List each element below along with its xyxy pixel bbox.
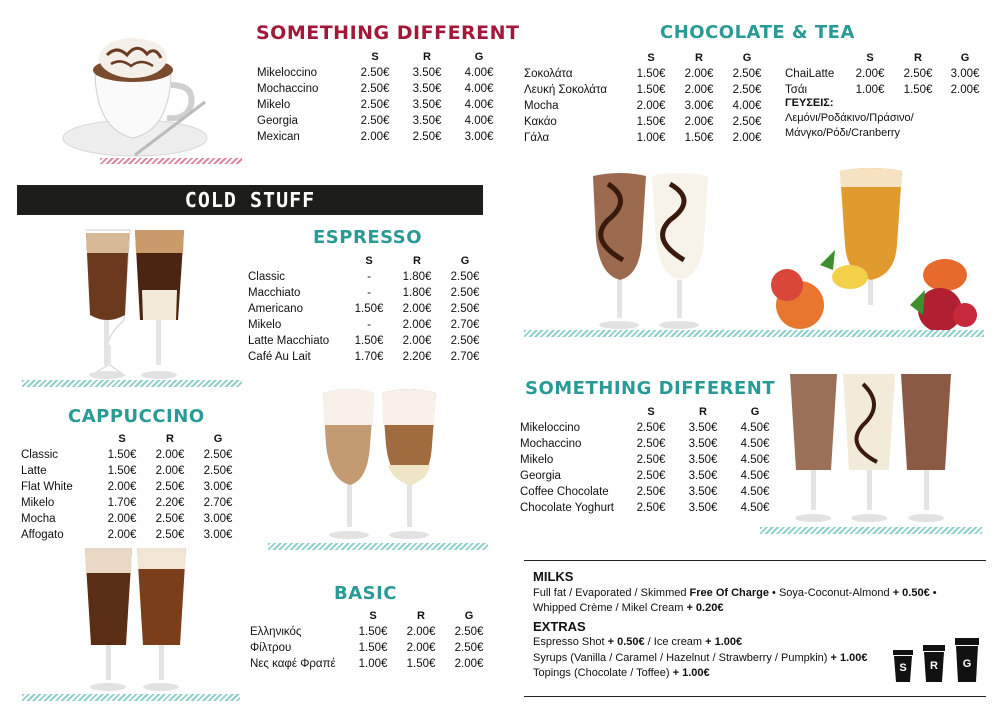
price-r: 2.00€ (406, 626, 436, 638)
basic-title: BASIC (334, 583, 398, 604)
price-g: 2.50€ (203, 449, 233, 461)
divider-line (524, 560, 986, 561)
price-s: 1.50€ (354, 303, 384, 315)
item-name: Georgia (520, 470, 561, 482)
decor-stripe (524, 330, 984, 337)
item-name: Λευκή Σοκολάτα (524, 84, 607, 96)
price-s: 1.00€ (855, 84, 885, 96)
price-r: 2.00€ (684, 68, 714, 80)
item-name: Mochaccino (257, 83, 319, 95)
price-s: 2.50€ (360, 67, 390, 79)
item-name: Mikelo (257, 99, 291, 111)
price-r: 2.00€ (406, 642, 436, 654)
iced-tea-fruit-image (765, 165, 980, 340)
item-name: Flat White (21, 481, 73, 493)
price-s: 1.50€ (358, 626, 388, 638)
menu-row (248, 333, 488, 349)
item-name: Mocha (21, 513, 56, 525)
tea-flavors (785, 96, 914, 141)
price-s: 2.00€ (107, 513, 137, 525)
price-r: 2.00€ (402, 335, 432, 347)
extra-ice-cream-price: + 1.00€ (705, 636, 743, 648)
item-name: Γάλα (524, 132, 550, 144)
menu-row (524, 114, 770, 130)
size-header-r: R (914, 51, 922, 64)
chocolate-table (524, 49, 770, 146)
milks-line2: Whipped Crème / Mikel Cream + 0.20€ (533, 602, 724, 614)
price-r: 2.00€ (402, 319, 432, 331)
size-header-s: S (365, 254, 373, 267)
milks-title: MILKS (533, 569, 574, 584)
price-s: 2.00€ (855, 68, 885, 80)
decor-stripe (760, 527, 982, 534)
size-header-g: G (213, 432, 223, 445)
price-r: 3.50€ (688, 422, 718, 434)
item-name: Americano (248, 303, 303, 315)
item-name: Georgia (257, 115, 298, 127)
extras-title: EXTRAS (533, 619, 586, 634)
price-g: 2.50€ (450, 271, 480, 283)
espresso-title: ESPRESSO (313, 227, 423, 248)
size-header-g: G (742, 51, 752, 64)
price-r: 3.00€ (684, 100, 714, 112)
price-r: 2.20€ (402, 351, 432, 363)
menu-row (250, 656, 492, 672)
something-different-cold-table (520, 403, 778, 516)
something-different-hot-title: SOMETHING DIFFERENT (256, 22, 520, 44)
price-r: 3.50€ (688, 470, 718, 482)
price-s: 2.50€ (360, 83, 390, 95)
cup-grande-label: G (962, 658, 972, 670)
price-s: 2.00€ (636, 100, 666, 112)
cup-small-label: S (899, 662, 907, 674)
price-g: 2.70€ (450, 319, 480, 331)
price-g: 4.00€ (464, 67, 494, 79)
tea-flavors-label: ΓΕΥΣΕΙΣ: (785, 97, 834, 109)
iced-cappuccino-glasses-image (318, 385, 448, 545)
tea-flavors-line1: Λεμόνι/Ροδάκινο/Πράσινο/ (785, 112, 914, 124)
milk-mikel-cream: Mikel Cream (621, 602, 684, 614)
milk-skimmed: Skimmed (640, 587, 687, 599)
decor-stripe (100, 158, 242, 164)
item-name: Café Au Lait (248, 351, 311, 363)
item-name: Coffee Chocolate (520, 486, 609, 498)
item-name: Νες καφέ Φραπέ (250, 658, 336, 670)
item-name: Latte (21, 465, 47, 477)
item-name: Mikeloccino (520, 422, 581, 434)
milk-full-fat: Full fat (533, 587, 567, 599)
something-different-hot-table (257, 48, 505, 145)
menu-row (248, 269, 488, 285)
chocolate-tea-title: CHOCOLATE & TEA (660, 22, 855, 43)
extra-syrups: Syrups (Vanilla / Caramel / Hazelnut / Strawberry / Pumpkin) (533, 652, 828, 664)
price-s: 2.50€ (360, 99, 390, 111)
cappuccino-title: CAPPUCCINO (68, 406, 205, 427)
price-s: 2.50€ (636, 470, 666, 482)
size-header-r: R (695, 51, 703, 64)
menu-row (257, 65, 505, 81)
milk-whipped-creme: Whipped Crème (533, 602, 613, 614)
price-r: 2.00€ (155, 465, 185, 477)
size-header-s: S (866, 51, 874, 64)
cup-small-icon (892, 650, 914, 682)
price-s: 1.50€ (107, 465, 137, 477)
price-g: 2.50€ (454, 642, 484, 654)
price-s: 1.70€ (354, 351, 384, 363)
menu-row (524, 82, 770, 98)
price-r: 2.50€ (412, 131, 442, 143)
price-s: 2.00€ (107, 481, 137, 493)
something-different-cold-title: SOMETHING DIFFERENT (525, 378, 776, 399)
milk-free-of-charge: Free Of Charge (689, 587, 769, 599)
menu-row (248, 317, 488, 333)
price-r: 3.50€ (688, 454, 718, 466)
item-name: Ελληνικός (250, 626, 302, 638)
divider-line (524, 696, 986, 697)
price-r: 3.50€ (688, 438, 718, 450)
size-header-s: S (647, 405, 655, 418)
menu-row (250, 640, 492, 656)
size-header-g: G (474, 50, 484, 63)
cup-regular-icon (922, 645, 946, 682)
price-g: 2.50€ (732, 116, 762, 128)
price-g: 4.50€ (740, 454, 770, 466)
item-name: Affogato (21, 529, 64, 541)
price-s: 2.50€ (636, 502, 666, 514)
menu-row (257, 81, 505, 97)
menu-row (21, 527, 241, 543)
price-s: 2.50€ (636, 438, 666, 450)
item-name: Mocha (524, 100, 559, 112)
price-g: 2.50€ (732, 84, 762, 96)
item-name: Mikelo (21, 497, 55, 509)
size-header-r: R (699, 405, 707, 418)
price-r: 1.50€ (406, 658, 436, 670)
chocolate-drinks-image (588, 170, 718, 335)
tea-table (785, 49, 987, 98)
price-r: 2.50€ (155, 513, 185, 525)
price-s: 1.00€ (636, 132, 666, 144)
menu-row (524, 130, 770, 146)
price-r: 3.50€ (412, 83, 442, 95)
menu-row (21, 463, 241, 479)
item-name: Mikeloccino (257, 67, 318, 79)
extra-syrups-price: + 1.00€ (830, 652, 868, 664)
item-name: Classic (21, 449, 59, 461)
price-r: 2.00€ (684, 84, 714, 96)
price-r: 3.50€ (412, 67, 442, 79)
size-header-r: R (413, 254, 421, 267)
price-s: 2.50€ (636, 454, 666, 466)
menu-row (520, 452, 778, 468)
item-name: Φίλτρου (250, 642, 292, 654)
price-g: 4.50€ (740, 438, 770, 450)
price-g: 2.00€ (950, 84, 980, 96)
price-s: 2.00€ (360, 131, 390, 143)
size-header-g: G (960, 51, 970, 64)
cup-regular-label: R (930, 660, 938, 672)
price-r: 1.50€ (903, 84, 933, 96)
price-g: 2.00€ (732, 132, 762, 144)
price-s: - (367, 271, 371, 283)
price-s: 1.50€ (107, 449, 137, 461)
extra-espresso-shot: Espresso Shot (533, 636, 605, 648)
price-s: 1.00€ (358, 658, 388, 670)
cup-sizes-icons (890, 638, 980, 688)
size-header-g: G (464, 609, 474, 622)
item-name: Classic (248, 271, 286, 283)
iced-espresso-glasses-image (80, 225, 200, 385)
price-g: 4.00€ (464, 83, 494, 95)
price-s: 1.50€ (636, 116, 666, 128)
size-header-s: S (118, 432, 126, 445)
milks-line1: Full fat / Evaporated / Skimmed Free Of Charge • Soya-Coconut-Almond + 0.50€ • (533, 587, 937, 599)
menu-row (524, 98, 770, 114)
milk-cream-price: + 0.20€ (686, 602, 724, 614)
menu-row (520, 484, 778, 500)
extra-toppings-price: + 1.00€ (672, 667, 710, 679)
tea-flavors-line2: Μάνγκο/Ρόδι/Cranberry (785, 127, 901, 139)
extras-line2 (533, 651, 868, 666)
decor-stripe (22, 694, 240, 701)
price-r: 3.50€ (412, 99, 442, 111)
price-g: 2.00€ (454, 658, 484, 670)
price-g: 2.70€ (450, 351, 480, 363)
price-r: 2.50€ (155, 529, 185, 541)
price-g: 4.00€ (464, 99, 494, 111)
price-g: 2.50€ (450, 287, 480, 299)
basic-table (250, 607, 492, 672)
extra-espresso-shot-price: + 0.50€ (607, 636, 645, 648)
price-r: 2.20€ (155, 497, 185, 509)
price-s: 1.70€ (107, 497, 137, 509)
menu-row (248, 349, 488, 365)
menu-row (257, 129, 505, 145)
menu-row (21, 511, 241, 527)
price-s: - (367, 287, 371, 299)
price-g: 4.50€ (740, 422, 770, 434)
extra-toppings: Topings (Chocolate / Toffee) (533, 667, 670, 679)
price-g: 3.00€ (203, 513, 233, 525)
price-g: 3.00€ (203, 481, 233, 493)
price-g: 4.50€ (740, 486, 770, 498)
size-header-s: S (371, 50, 379, 63)
item-name: Mikelo (520, 454, 554, 466)
menu-row (524, 66, 770, 82)
price-s: 1.50€ (636, 84, 666, 96)
menu-row (21, 479, 241, 495)
item-name: Mikelo (248, 319, 282, 331)
price-r: 1.80€ (402, 271, 432, 283)
price-r: 3.50€ (688, 486, 718, 498)
price-g: 4.00€ (732, 100, 762, 112)
price-r: 1.50€ (684, 132, 714, 144)
cappuccino-table (21, 430, 241, 543)
price-g: 2.50€ (450, 303, 480, 315)
price-r: 2.00€ (684, 116, 714, 128)
item-name: Macchiato (248, 287, 301, 299)
price-s: 1.50€ (636, 68, 666, 80)
price-g: 3.00€ (203, 529, 233, 541)
milk-evaporated: Evaporated (575, 587, 632, 599)
milk-soya-price: + 0.50€ (892, 587, 930, 599)
price-r: 2.50€ (903, 68, 933, 80)
menu-row (520, 468, 778, 484)
size-header-g: G (750, 405, 760, 418)
extras-line1: Espresso Shot + 0.50€ / Ice cream + 1.00€ (533, 636, 743, 648)
menu-row (520, 436, 778, 452)
item-name: Κακάο (524, 116, 557, 128)
size-header-s: S (369, 609, 377, 622)
price-g: 2.50€ (203, 465, 233, 477)
iced-coffee-glasses-image (82, 545, 192, 695)
price-r: 3.50€ (688, 502, 718, 514)
size-header-g: G (460, 254, 470, 267)
item-name: Mexican (257, 131, 300, 143)
menu-row (520, 500, 778, 516)
menu-row (21, 447, 241, 463)
menu-row (248, 301, 488, 317)
menu-row (520, 420, 778, 436)
price-s: 2.50€ (636, 486, 666, 498)
price-r: 3.50€ (412, 115, 442, 127)
price-g: 2.50€ (450, 335, 480, 347)
extra-ice-cream: Ice cream (653, 636, 703, 648)
espresso-table (248, 252, 488, 365)
price-s: 2.50€ (636, 422, 666, 434)
price-g: 3.00€ (950, 68, 980, 80)
item-name: Chocolate Yoghurt (520, 502, 614, 514)
price-g: 4.50€ (740, 470, 770, 482)
price-g: 4.00€ (464, 115, 494, 127)
cup-grande-icon (954, 638, 980, 682)
price-r: 2.00€ (155, 449, 185, 461)
item-name: ChaiLatte (785, 68, 835, 80)
item-name: Mochaccino (520, 438, 582, 450)
decor-stripe (22, 380, 242, 387)
item-name: Latte Macchiato (248, 335, 330, 347)
hot-chocolate-cup-image (55, 20, 240, 165)
size-header-r: R (166, 432, 174, 445)
price-s: 1.50€ (358, 642, 388, 654)
menu-row (257, 113, 505, 129)
extras-line3 (533, 666, 710, 681)
menu-row (248, 285, 488, 301)
price-r: 1.80€ (402, 287, 432, 299)
price-r: 2.00€ (402, 303, 432, 315)
frappe-glasses-image (785, 370, 955, 530)
price-g: 2.50€ (732, 68, 762, 80)
size-header-r: R (423, 50, 431, 63)
menu-row (785, 66, 987, 82)
item-name: Σοκολάτα (524, 68, 573, 80)
menu-row (21, 495, 241, 511)
price-g: 3.00€ (464, 131, 494, 143)
price-g: 2.70€ (203, 497, 233, 509)
price-s: - (367, 319, 371, 331)
menu-row (257, 97, 505, 113)
price-s: 2.50€ (360, 115, 390, 127)
price-s: 2.00€ (107, 529, 137, 541)
size-header-r: R (417, 609, 425, 622)
decor-stripe (268, 543, 488, 550)
cold-stuff-banner: COLD STUFF (17, 185, 483, 215)
price-s: 1.50€ (354, 335, 384, 347)
price-g: 4.50€ (740, 502, 770, 514)
item-name: Τσάι (785, 84, 808, 96)
price-g: 2.50€ (454, 626, 484, 638)
size-header-s: S (647, 51, 655, 64)
price-r: 2.50€ (155, 481, 185, 493)
menu-row (250, 624, 492, 640)
milk-soya-coconut-almond: Soya-Coconut-Almond (778, 587, 890, 599)
